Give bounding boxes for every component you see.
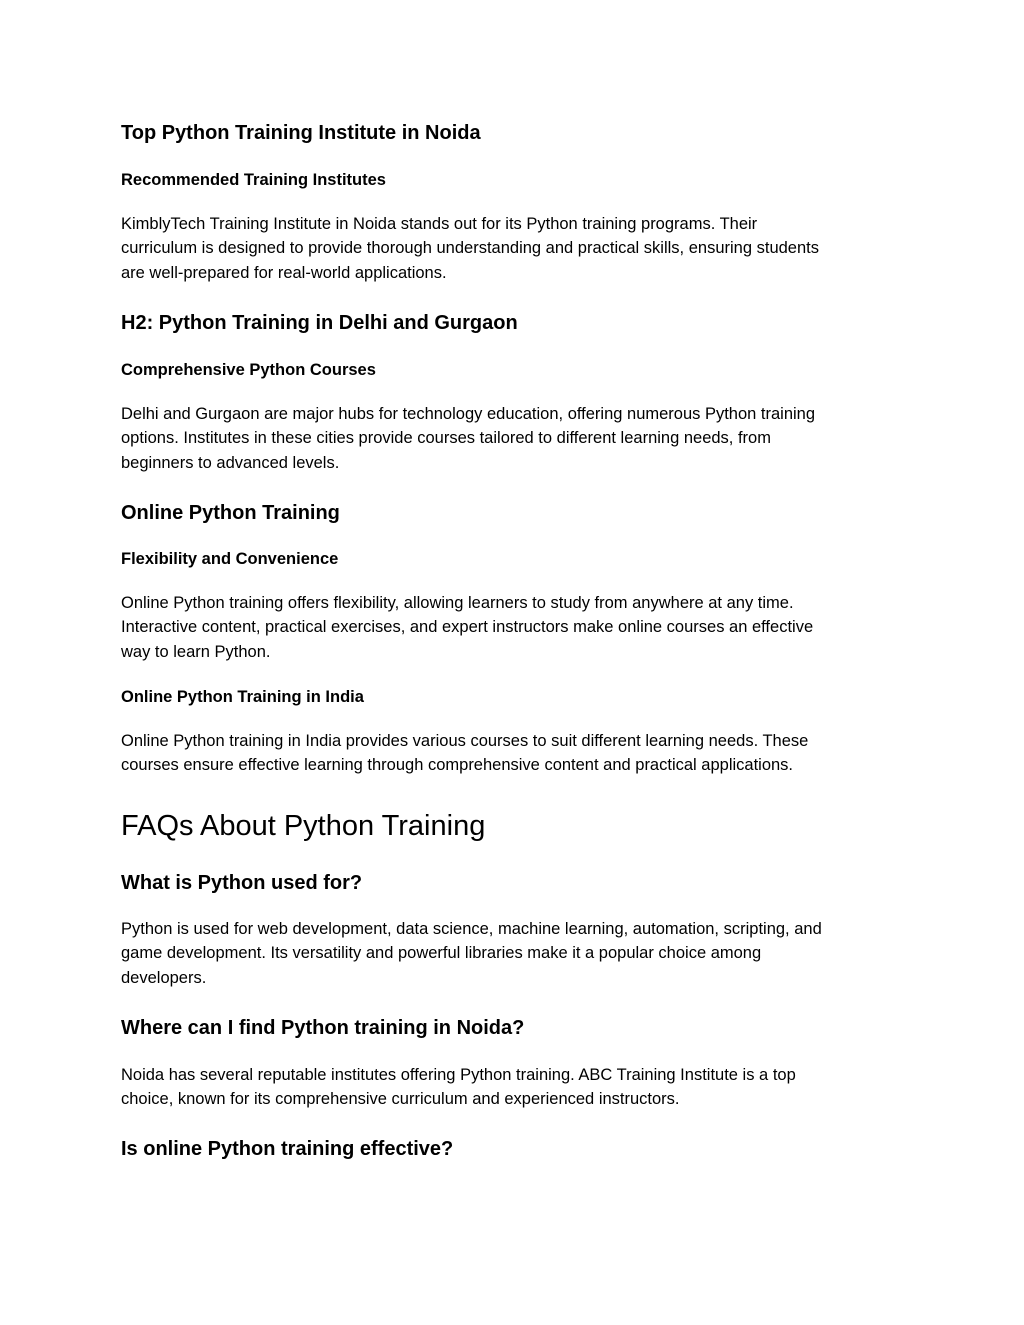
faq-answer: [121, 1063, 911, 1112]
paragraph-line: Interactive content, practical exercises, and expert instructors make online courses an effective: [121, 618, 814, 637]
faq-question: Where can I find Python training in Noida?: [121, 1017, 525, 1039]
paragraph-line: beginners to advanced levels.: [121, 453, 340, 472]
section-heading-online-training: Online Python Training: [121, 502, 340, 524]
paragraph-line: Python is used for web development, data science, machine learning, automation, scripting, and: [121, 920, 822, 938]
paragraph-line: choice, known for its comprehensive curriculum and experienced instructors.: [121, 1090, 680, 1109]
faq-title: FAQs About Python Training: [121, 810, 486, 842]
paragraph-line: options. Institutes in these cities provide courses tailored to different learning needs, from: [121, 429, 771, 448]
subheading-flexibility: Flexibility and Convenience: [121, 550, 339, 568]
subheading-comprehensive-courses: Comprehensive Python Courses: [121, 361, 376, 379]
paragraph-kimblytech: [121, 212, 911, 285]
paragraph-line: game development. Its versatility and powerful libraries make it a popular choice among: [121, 944, 762, 963]
paragraph-online-flexibility: [121, 591, 911, 664]
faq-question: What is Python used for?: [121, 872, 363, 894]
faq-answer: [121, 917, 911, 990]
paragraph-line: Noida has several reputable institutes offering Python training. ABC Training Institute is a top: [121, 1066, 796, 1084]
section-heading-delhi-gurgaon: H2: Python Training in Delhi and Gurgaon: [121, 312, 518, 334]
paragraph-line: curriculum is designed to provide thorough understanding and practical skills, ensuring students: [121, 239, 819, 258]
paragraph-line: KimblyTech Training Institute in Noida stands out for its Python training programs. Their: [121, 215, 758, 233]
subheading-online-india: Online Python Training in India: [121, 688, 364, 706]
paragraph-line: courses ensure effective learning through comprehensive content and practical applications.: [121, 756, 794, 775]
subheading-recommended-institutes: Recommended Training Institutes: [121, 171, 386, 189]
section-heading-noida: Top Python Training Institute in Noida: [121, 122, 481, 144]
paragraph-line: way to learn Python.: [121, 642, 271, 661]
paragraph-line: Online Python training offers flexibility, allowing learners to study from anywhere at any time.: [121, 594, 794, 612]
paragraph-delhi-gurgaon: [121, 402, 911, 475]
paragraph-line: are well-prepared for real-world applications.: [121, 263, 447, 282]
faq-question: Is online Python training effective?: [121, 1138, 454, 1160]
paragraph-line: Online Python training in India provides various courses to suit different learning needs. These: [121, 732, 809, 750]
paragraph-line: Delhi and Gurgaon are major hubs for technology education, offering numerous Python training: [121, 405, 816, 423]
paragraph-online-india: [121, 729, 911, 778]
paragraph-line: developers.: [121, 968, 207, 987]
